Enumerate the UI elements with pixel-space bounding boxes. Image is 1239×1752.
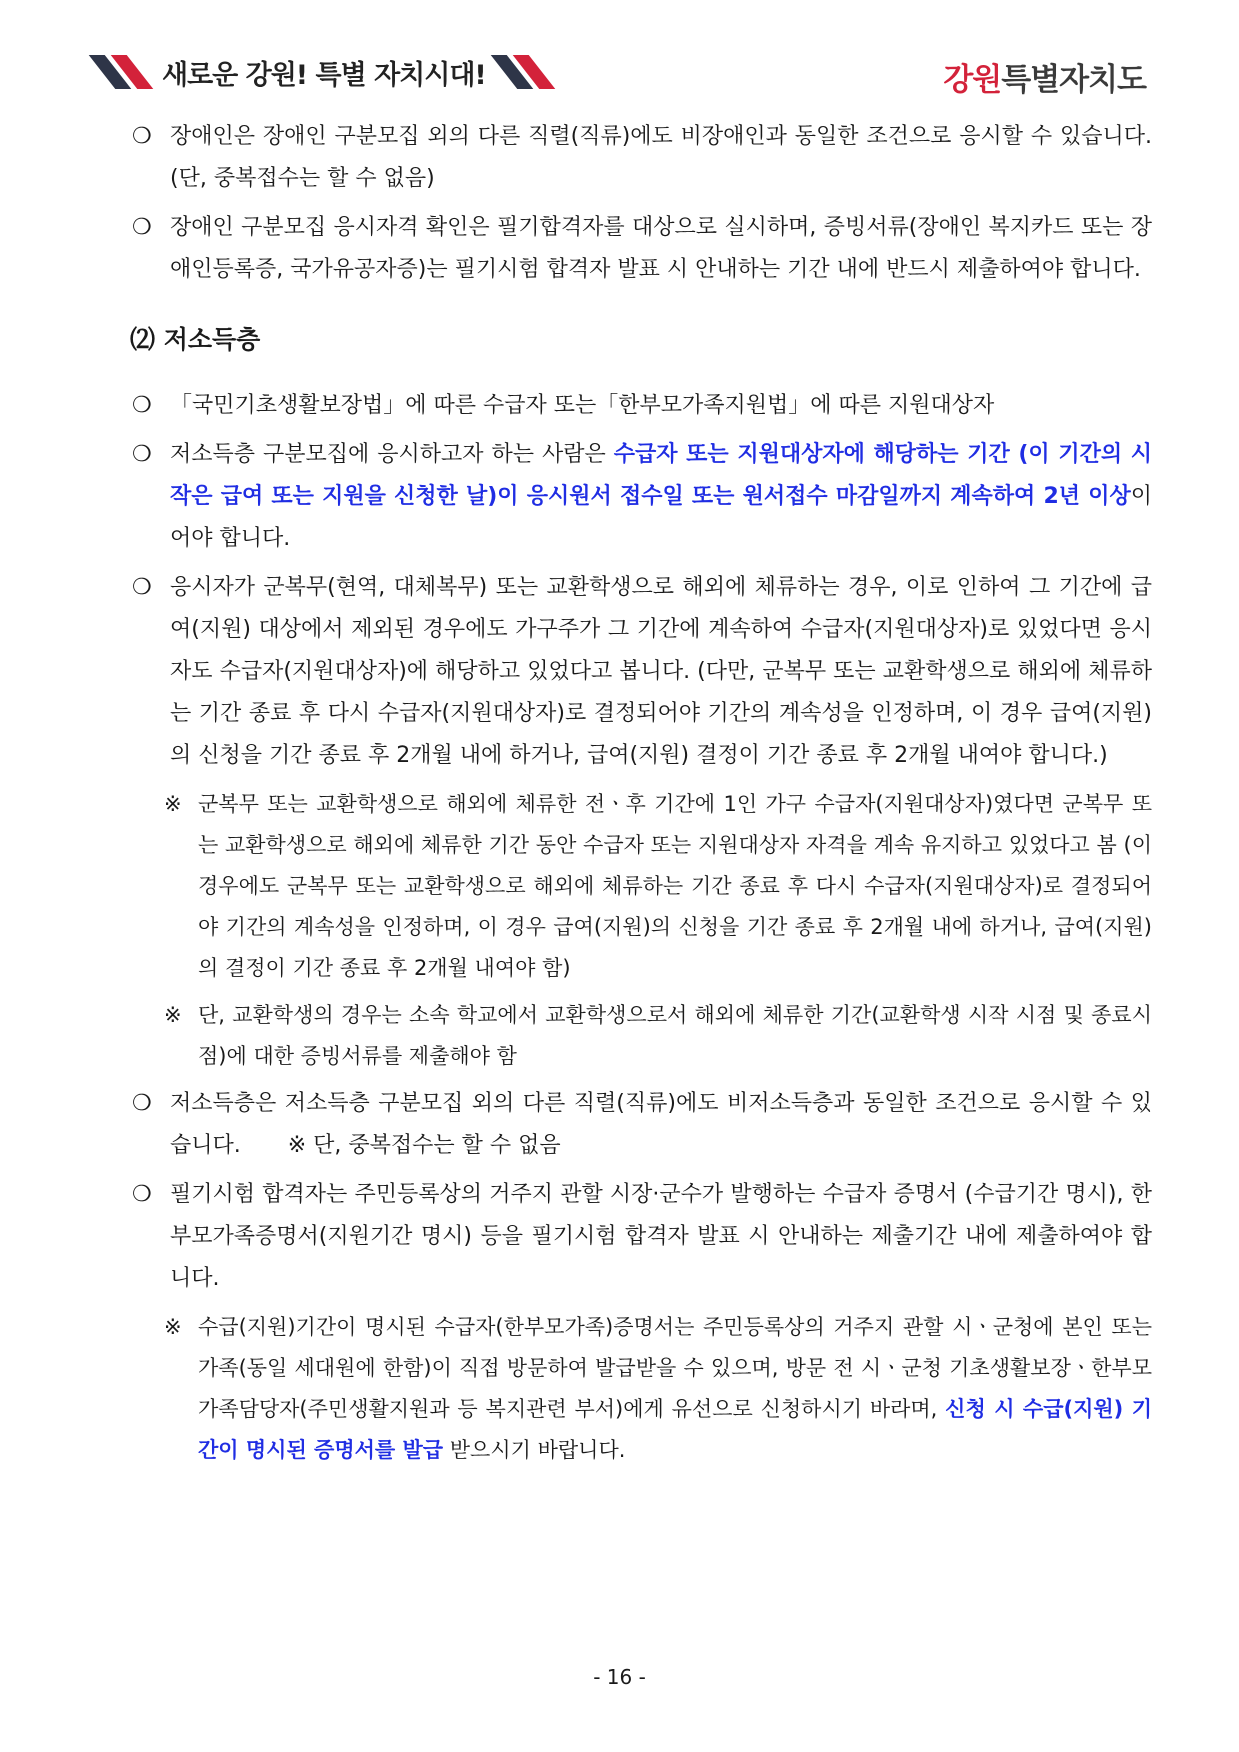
bullet-circle-icon: ❍ bbox=[132, 124, 152, 149]
note-item bbox=[132, 995, 1152, 1077]
bullet-circle-icon: ❍ bbox=[132, 442, 152, 467]
bullet-circle-icon: ❍ bbox=[132, 1182, 152, 1207]
bullet-text: 저소득층 구분모집에 응시하고자 하는 사람은 bbox=[170, 442, 614, 467]
bullet-circle-icon: ❍ bbox=[132, 393, 152, 418]
note-text: 수급(지원)기간이 명시된 수급자(한부모가족)증명서는 주민등록상의 거주지 관할 시ㆍ군청에 본인 또는 가족(동일 세대원에 한함)이 직접 방문하여 발급받을 수 있으며, 방문 전 시ㆍ군청 기초생활보장ㆍ한부모 가족담당자(주민생활지원과 등 복지관련 부서)에게 유선으로 신청하시기 바라며, bbox=[198, 1315, 1152, 1421]
bullet-item bbox=[132, 434, 1152, 560]
note-item bbox=[132, 784, 1152, 989]
note-text: 단, 교환학생의 경우는 소속 학교에서 교환학생으로서 해외에 체류한 기간(교환학생 시작 시점 및 종료시점)에 대한 증빙서류를 제출해야 함 bbox=[198, 1003, 1152, 1068]
bullet-item bbox=[132, 385, 1152, 427]
slogan-text: 새로운 강원! 특별 자치시대! bbox=[162, 59, 486, 91]
bullet-text: 이어야 합니다. bbox=[170, 484, 1152, 551]
note-item bbox=[132, 1307, 1152, 1471]
document-body bbox=[132, 116, 1152, 1477]
logo-accent-text: 강원 bbox=[943, 62, 1002, 98]
note-text: 받으시기 바랍니다. bbox=[443, 1438, 626, 1462]
bullet-text: 장애인 구분모집 응시자격 확인은 필기합격자를 대상으로 실시하며, 증빙서류(장애인 복지카드 또는 장애인등록증, 국가유공자증)는 필기시험 합격자 발표 시 안내하는 기간 내에 반드시 제출하여야 합니다. bbox=[170, 215, 1152, 282]
section-title: ⑵ 저소득층 bbox=[130, 325, 261, 354]
slogan-banner bbox=[94, 50, 554, 94]
bullet-item bbox=[132, 207, 1152, 291]
highlight-text: 수급자 또는 지원대상자에 해당하는 기간 (이 기간의 시작은 급여 또는 지원을 신청한 날)이 응시원서 접수일 또는 원서접수 마감일까지 계속하여 2년 이상 bbox=[170, 442, 1152, 509]
reference-mark-icon: ※ bbox=[164, 792, 182, 816]
bullet-circle-icon: ❍ bbox=[132, 215, 152, 240]
bullet-circle-icon: ❍ bbox=[132, 575, 152, 600]
inline-note: ※ 단, 중복접수는 할 수 없음 bbox=[287, 1133, 561, 1158]
bullet-item bbox=[132, 1083, 1152, 1167]
bullet-text: 장애인은 장애인 구분모집 외의 다른 직렬(직류)에도 비장애인과 동일한 조건으로 응시할 수 있습니다. (단, 중복접수는 할 수 없음) bbox=[170, 124, 1152, 191]
page-number: - 16 - bbox=[593, 1665, 646, 1689]
page-header bbox=[94, 50, 1146, 98]
stripes-right-icon bbox=[496, 55, 554, 89]
bullet-item bbox=[132, 567, 1152, 777]
highlight-text: 신청 시 수급(지원) 기간이 명시된 증명서를 발급 bbox=[198, 1397, 1152, 1462]
note-text: 군복무 또는 교환학생으로 해외에 체류한 전ㆍ후 기간에 1인 가구 수급자(지원대상자)였다면 군복무 또는 교환학생으로 해외에 체류한 기간 동안 수급자 또는 지원대상자 자격을 계속 유지하고 있었다고 봄 (이 경우에도 군복무 또는 교환학생으로 해외에 체류하는 기간 종료 후 다시 수급자(지원대상자)로 결정되어야 기간의 계속성을 인정하며, 이 경우 급여(지원)의 신청을 기간 종료 후 2개월 내에 하거나, 급여(지원)의 결정이 기간 종료 후 2개월 내여야 함) bbox=[198, 792, 1152, 980]
bullet-item bbox=[132, 1174, 1152, 1300]
bullet-text: 「국민기초생활보장법」에 따른 수급자 또는「한부모가족지원법」에 따른 지원대상자 bbox=[170, 393, 995, 418]
bullet-circle-icon: ❍ bbox=[132, 1091, 152, 1116]
bullet-text: 필기시험 합격자는 주민등록상의 거주지 관할 시장·군수가 발행하는 수급자 증명서 (수급기간 명시), 한부모가족증명서(지원기간 명시) 등을 필기시험 합격자 발표 시 안내하는 제출기간 내에 제출하여야 합니다. bbox=[170, 1182, 1152, 1291]
bullet-item bbox=[132, 116, 1152, 200]
reference-mark-icon: ※ bbox=[164, 1315, 182, 1339]
bullet-text: 저소득층은 저소득층 구분모집 외의 다른 직렬(직류)에도 비저소득층과 동일한 조건으로 응시할 수 있습니다. bbox=[170, 1091, 1152, 1158]
reference-mark-icon: ※ bbox=[164, 1003, 182, 1027]
bullet-text: 응시자가 군복무(현역, 대체복무) 또는 교환학생으로 해외에 체류하는 경우, 이로 인하여 그 기간에 급여(지원) 대상에서 제외된 경우에도 가구주가 그 기간에 계속하여 수급자(지원대상자)로 있었다면 응시자도 수급자(지원대상자)에 해당하고 있었다고 봅니다. (다만, 군복무 또는 교환학생으로 해외에 체류하는 기간 종료 후 다시 수급자(지원대상자)로 결정되어야 기간의 계속성을 인정하며, 이 경우 급여(지원)의 신청을 기간 종료 후 2개월 내에 하거나, 급여(지원) 결정이 기간 종료 후 2개월 내여야 합니다.) bbox=[170, 575, 1152, 768]
gangwon-logo bbox=[943, 54, 1146, 99]
stripes-left-icon bbox=[94, 55, 152, 89]
logo-rest-text: 특별자치도 bbox=[1001, 62, 1146, 98]
